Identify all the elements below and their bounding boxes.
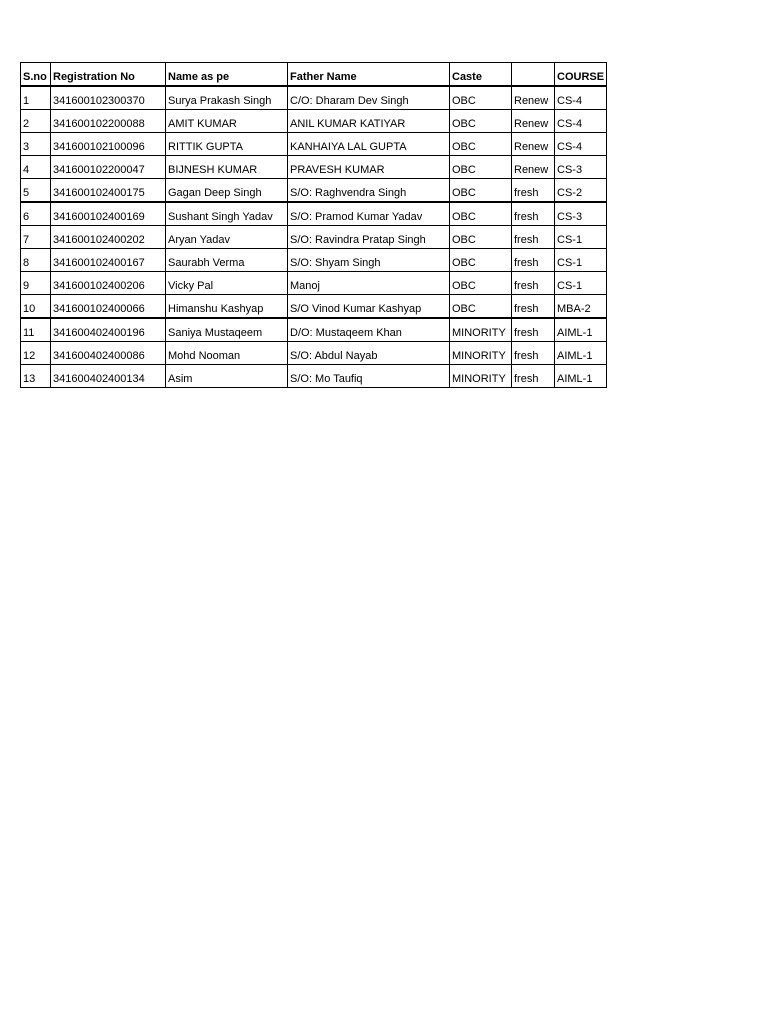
cell-course: CS-4 xyxy=(555,110,607,133)
cell-father-name: S/O: Abdul Nayab xyxy=(288,342,450,365)
cell-sno: 7 xyxy=(21,226,51,249)
cell-father-name: Manoj xyxy=(288,272,450,295)
cell-sno: 11 xyxy=(21,318,51,342)
cell-name: Himanshu Kashyap xyxy=(166,295,288,319)
cell-status: Renew xyxy=(512,133,555,156)
table-row xyxy=(21,226,607,249)
cell-name: Asim xyxy=(166,365,288,388)
cell-status: fresh xyxy=(512,318,555,342)
cell-caste: OBC xyxy=(450,202,512,226)
table-row xyxy=(21,249,607,272)
cell-course: CS-3 xyxy=(555,202,607,226)
cell-course: CS-4 xyxy=(555,133,607,156)
cell-father-name: C/O: Dharam Dev Singh xyxy=(288,86,450,110)
cell-course: CS-1 xyxy=(555,249,607,272)
cell-caste: OBC xyxy=(450,110,512,133)
cell-caste: OBC xyxy=(450,86,512,110)
cell-course: AIML-1 xyxy=(555,365,607,388)
cell-caste: MINORITY xyxy=(450,342,512,365)
cell-name: Aryan Yadav xyxy=(166,226,288,249)
cell-course: CS-3 xyxy=(555,156,607,179)
cell-name: RITTIK GUPTA xyxy=(166,133,288,156)
cell-father-name: S/O: Mo Taufiq xyxy=(288,365,450,388)
header-name: Name as pe xyxy=(166,63,288,87)
cell-father-name: D/O: Mustaqeem Khan xyxy=(288,318,450,342)
cell-caste: OBC xyxy=(450,179,512,203)
table-row xyxy=(21,133,607,156)
cell-sno: 9 xyxy=(21,272,51,295)
cell-registration-no: 341600102400202 xyxy=(51,226,166,249)
cell-status: Renew xyxy=(512,156,555,179)
cell-registration-no: 341600102200047 xyxy=(51,156,166,179)
cell-course: AIML-1 xyxy=(555,342,607,365)
cell-name: Vicky Pal xyxy=(166,272,288,295)
cell-name: AMIT KUMAR xyxy=(166,110,288,133)
cell-sno: 2 xyxy=(21,110,51,133)
cell-father-name: S/O: Raghvendra Singh xyxy=(288,179,450,203)
cell-status: fresh xyxy=(512,179,555,203)
cell-caste: OBC xyxy=(450,272,512,295)
cell-father-name: ANIL KUMAR KATIYAR xyxy=(288,110,450,133)
cell-sno: 5 xyxy=(21,179,51,203)
cell-course: CS-2 xyxy=(555,179,607,203)
cell-registration-no: 341600102100096 xyxy=(51,133,166,156)
student-table xyxy=(20,62,607,388)
cell-sno: 1 xyxy=(21,86,51,110)
header-sno: S.no xyxy=(21,63,51,87)
table-row xyxy=(21,318,607,342)
cell-registration-no: 341600102400066 xyxy=(51,295,166,319)
cell-name: BIJNESH KUMAR xyxy=(166,156,288,179)
cell-status: Renew xyxy=(512,86,555,110)
cell-sno: 3 xyxy=(21,133,51,156)
cell-caste: MINORITY xyxy=(450,365,512,388)
table-row xyxy=(21,179,607,203)
cell-sno: 6 xyxy=(21,202,51,226)
table-row xyxy=(21,295,607,319)
cell-registration-no: 341600402400134 xyxy=(51,365,166,388)
table-row xyxy=(21,156,607,179)
cell-sno: 13 xyxy=(21,365,51,388)
cell-father-name: S/O Vinod Kumar Kashyap xyxy=(288,295,450,319)
cell-sno: 8 xyxy=(21,249,51,272)
cell-father-name: S/O: Shyam Singh xyxy=(288,249,450,272)
cell-status: fresh xyxy=(512,342,555,365)
table-row xyxy=(21,365,607,388)
cell-father-name: PRAVESH KUMAR xyxy=(288,156,450,179)
cell-name: Saurabh Verma xyxy=(166,249,288,272)
header-caste: Caste xyxy=(450,63,512,87)
cell-status: fresh xyxy=(512,295,555,319)
cell-course: AIML-1 xyxy=(555,318,607,342)
cell-status: fresh xyxy=(512,226,555,249)
table-row xyxy=(21,86,607,110)
cell-father-name: S/O: Pramod Kumar Yadav xyxy=(288,202,450,226)
cell-name: Mohd Nooman xyxy=(166,342,288,365)
cell-status: Renew xyxy=(512,110,555,133)
cell-registration-no: 341600402400196 xyxy=(51,318,166,342)
header-row xyxy=(21,63,607,87)
cell-status: fresh xyxy=(512,202,555,226)
header-course: COURSE xyxy=(555,63,607,87)
cell-registration-no: 341600102200088 xyxy=(51,110,166,133)
cell-registration-no: 341600102400206 xyxy=(51,272,166,295)
cell-caste: OBC xyxy=(450,156,512,179)
cell-caste: OBC xyxy=(450,249,512,272)
cell-sno: 12 xyxy=(21,342,51,365)
table-row xyxy=(21,202,607,226)
cell-status: fresh xyxy=(512,365,555,388)
cell-sno: 10 xyxy=(21,295,51,319)
cell-registration-no: 341600102300370 xyxy=(51,86,166,110)
header-status xyxy=(512,63,555,87)
header-registration-no: Registration No xyxy=(51,63,166,87)
cell-caste: OBC xyxy=(450,133,512,156)
cell-caste: MINORITY xyxy=(450,318,512,342)
cell-course: CS-1 xyxy=(555,226,607,249)
cell-status: fresh xyxy=(512,249,555,272)
table-row xyxy=(21,272,607,295)
cell-registration-no: 341600402400086 xyxy=(51,342,166,365)
cell-sno: 4 xyxy=(21,156,51,179)
table-row xyxy=(21,342,607,365)
cell-caste: OBC xyxy=(450,226,512,249)
cell-caste: OBC xyxy=(450,295,512,319)
header-father-name: Father Name xyxy=(288,63,450,87)
cell-course: CS-1 xyxy=(555,272,607,295)
cell-name: Surya Prakash Singh xyxy=(166,86,288,110)
cell-registration-no: 341600102400175 xyxy=(51,179,166,203)
cell-father-name: S/O: Ravindra Pratap Singh xyxy=(288,226,450,249)
cell-father-name: KANHAIYA LAL GUPTA xyxy=(288,133,450,156)
cell-name: Saniya Mustaqeem xyxy=(166,318,288,342)
cell-name: Gagan Deep Singh xyxy=(166,179,288,203)
cell-registration-no: 341600102400167 xyxy=(51,249,166,272)
cell-registration-no: 341600102400169 xyxy=(51,202,166,226)
cell-course: CS-4 xyxy=(555,86,607,110)
cell-name: Sushant Singh Yadav xyxy=(166,202,288,226)
cell-status: fresh xyxy=(512,272,555,295)
cell-course: MBA-2 xyxy=(555,295,607,319)
table-row xyxy=(21,110,607,133)
